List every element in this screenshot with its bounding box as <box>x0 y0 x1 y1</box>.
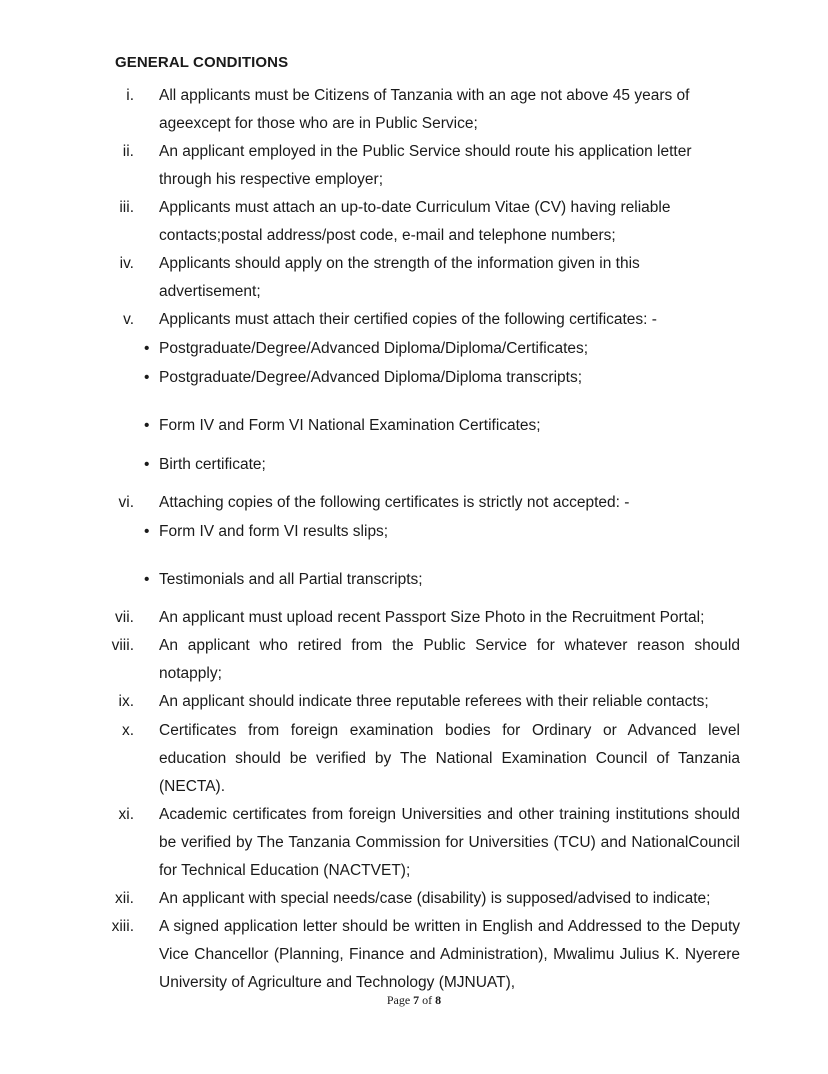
page-footer <box>0 993 828 1008</box>
bullet-item <box>144 566 423 594</box>
item-text: Applicants should apply on the strength of the information given in this advertisement; <box>159 255 640 300</box>
item-number: x. <box>121 722 134 739</box>
bullet-icon: • <box>144 417 150 434</box>
bullet-icon: • <box>144 456 150 473</box>
item-number: v. <box>123 311 134 328</box>
bullet-text: Form IV and Form VI National Examination Certificates; <box>159 417 541 434</box>
bullet-item <box>144 518 388 546</box>
bullet-icon: • <box>144 571 150 588</box>
bullet-icon: • <box>144 369 150 386</box>
item-text: An applicant who retired from the Public Service for whatever reason should notapply; <box>159 637 740 682</box>
item-text: A signed application letter should be written in English and Addressed to the Deputy Vice Chancellor (Planning, Finance and Administration), Mwalimu Julius K. Nyerere University of Agriculture and Technology (MJNUAT), <box>159 918 740 991</box>
bullet-item <box>144 451 266 479</box>
of-word: of <box>422 993 433 1007</box>
item-number: ix. <box>118 693 134 710</box>
section-heading: GENERAL CONDITIONS <box>115 54 289 71</box>
item-text: Attaching copies of the following certificates is strictly not accepted: - <box>159 494 630 511</box>
bullet-icon: • <box>144 340 150 357</box>
bullet-text: Birth certificate; <box>159 456 266 473</box>
item-number: xi. <box>118 806 134 823</box>
item-text: Academic certificates from foreign Universities and other training institutions should be verified by The Tanzania Commission for Universities (TCU) and NationalCouncil for Technical Education (NACTVET); <box>159 806 740 879</box>
bullet-item <box>144 335 588 363</box>
item-text: An applicant must upload recent Passport Size Photo in the Recruitment Portal; <box>159 609 705 626</box>
item-number: ii. <box>122 143 134 160</box>
item-text: An applicant with special needs/case (disability) is supposed/advised to indicate; <box>159 890 711 907</box>
bullet-text: Postgraduate/Degree/Advanced Diploma/Diploma/Certificates; <box>159 340 589 357</box>
page-number: 7 <box>413 993 420 1007</box>
item-text: Applicants must attach an up-to-date Curriculum Vitae (CV) having reliable contacts;postal address/post code, e-mail and telephone numbers; <box>159 199 671 244</box>
item-number: vi. <box>118 494 134 511</box>
item-text: An applicant should indicate three reputable referees with their reliable contacts; <box>159 693 709 710</box>
item-number: iii. <box>119 199 134 216</box>
item-number: iv. <box>119 255 134 272</box>
bullet-text: Postgraduate/Degree/Advanced Diploma/Diploma transcripts; <box>159 369 583 386</box>
bullet-item <box>144 412 541 440</box>
item-text: An applicant employed in the Public Service should route his application letter through his respective employer; <box>159 143 692 188</box>
item-text: All applicants must be Citizens of Tanzania with an age not above 45 years of ageexcept for those who are in Public Service; <box>159 87 690 132</box>
bullet-item <box>144 364 582 392</box>
item-number: vii. <box>115 609 134 626</box>
item-text: Certificates from foreign examination bodies for Ordinary or Advanced level education should be verified by The National Examination Council of Tanzania (NECTA). <box>159 722 740 795</box>
item-number: viii. <box>111 637 134 654</box>
item-number: i. <box>126 87 134 104</box>
bullet-icon: • <box>144 523 150 540</box>
item-number: xiii. <box>111 918 134 935</box>
bullet-text: Form IV and form VI results slips; <box>159 523 389 540</box>
bullet-text: Testimonials and all Partial transcripts; <box>159 571 423 588</box>
page-total: 8 <box>435 993 442 1007</box>
page-word: Page <box>386 993 411 1007</box>
item-number: xii. <box>115 890 134 907</box>
item-text: Applicants must attach their certified copies of the following certificates: - <box>159 311 657 328</box>
